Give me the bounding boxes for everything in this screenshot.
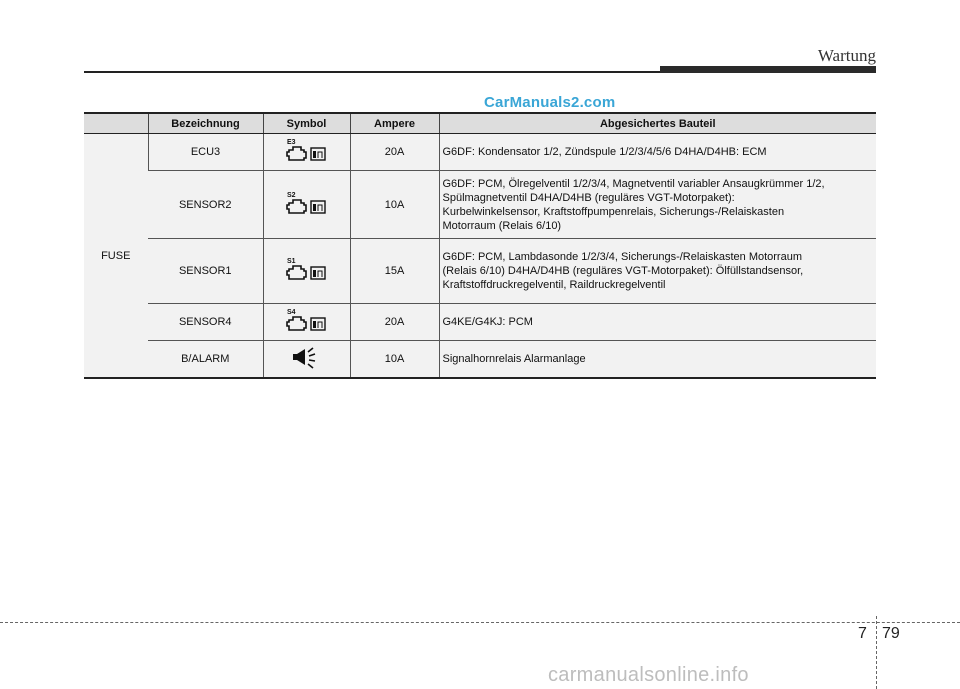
fuse-ampere: 20A bbox=[350, 134, 439, 171]
header-rule bbox=[84, 71, 660, 73]
fuse-circuits bbox=[439, 304, 876, 341]
chapter-number: 7 bbox=[858, 625, 867, 642]
circuit-line: Signalhornrelais Alarmanlage bbox=[442, 353, 586, 365]
footer-rule bbox=[0, 622, 960, 623]
circuit-line: Motorraum (Relais 6/10) bbox=[442, 219, 562, 232]
section-title: Wartung bbox=[817, 46, 876, 65]
table-header-row bbox=[84, 113, 876, 134]
symbol-label: E3 bbox=[286, 139, 296, 146]
circuit-line: Spülmagnetventil D4HA/D4HB (reguläres VGT-Motorpaket): bbox=[442, 191, 735, 204]
engine-fuse-icon bbox=[277, 189, 337, 217]
fuse-ampere: 10A bbox=[350, 341, 439, 379]
header-cell-ampere: Ampere bbox=[350, 113, 439, 134]
fuse-symbol-cell bbox=[263, 171, 350, 239]
fuse-name: SENSOR1 bbox=[148, 239, 263, 304]
circuit-line: G6DF: PCM, Lambdasonde 1/2/3/4, Sicherungs-/Relaiskasten Motorraum bbox=[442, 251, 802, 263]
circuit-line: G4KE/G4KJ: PCM bbox=[442, 316, 533, 328]
header-cell-component: Abgesichertes Bauteil bbox=[439, 113, 876, 134]
page-number: 79 bbox=[882, 625, 900, 642]
header-rule-accent bbox=[660, 66, 876, 73]
circuit-line: Kurbelwinkelsensor, Kraftstoffpumpenrelais, Sicherungs-/Relaiskasten bbox=[442, 205, 785, 218]
table-row bbox=[84, 134, 876, 171]
fuse-ampere: 15A bbox=[350, 239, 439, 304]
fuse-circuits bbox=[439, 341, 876, 379]
symbol-label: S2 bbox=[286, 191, 296, 199]
table-row bbox=[84, 341, 876, 379]
engine-fuse-icon bbox=[277, 136, 337, 164]
circuit-line: G6DF: Kondensator 1/2, Zündspule 1/2/3/4/5/6 D4HA/D4HB: ECM bbox=[442, 146, 767, 158]
horn-alarm-icon bbox=[277, 343, 337, 371]
symbol-label: S1 bbox=[286, 258, 296, 265]
circuit-line: (Relais 6/10) D4HA/D4HB (reguläres VGT-Motorpaket): Ölfüllstandsensor, bbox=[442, 265, 804, 277]
symbol-label: S4 bbox=[286, 309, 296, 316]
table-row bbox=[84, 239, 876, 304]
fuse-ampere: 10A bbox=[350, 171, 439, 239]
header-cell-blank bbox=[84, 113, 148, 134]
group-label: FUSE bbox=[84, 134, 148, 379]
fuse-symbol-cell bbox=[263, 304, 350, 341]
fuse-name: ECU3 bbox=[148, 134, 263, 171]
table-row bbox=[84, 171, 876, 239]
fuse-name: B/ALARM bbox=[148, 341, 263, 379]
watermark-bottom: carmanualsonline.info bbox=[548, 664, 749, 686]
fuse-symbol-cell bbox=[263, 134, 350, 171]
circuit-line: Kraftstoffdruckregelventil, Raildruckregelventil bbox=[442, 279, 666, 291]
footer-divider bbox=[876, 616, 877, 689]
fuse-ampere: 20A bbox=[350, 304, 439, 341]
engine-fuse-icon bbox=[277, 255, 337, 283]
table-row bbox=[84, 304, 876, 341]
watermark-top: CarManuals2.com bbox=[484, 94, 616, 111]
fuse-name: SENSOR2 bbox=[148, 171, 263, 239]
engine-fuse-icon bbox=[277, 306, 337, 334]
fuse-symbol-cell bbox=[263, 239, 350, 304]
fuse-circuits bbox=[439, 239, 876, 304]
circuit-line: G6DF: PCM, Ölregelventil 1/2/3/4, Magnetventil variabler Ansaugkrümmer 1/2, bbox=[442, 177, 825, 190]
fuse-symbol-cell bbox=[263, 341, 350, 379]
fuse-circuits bbox=[439, 134, 876, 171]
fuse-table bbox=[84, 112, 876, 379]
fuse-name: SENSOR4 bbox=[148, 304, 263, 341]
header-cell-name: Bezeichnung bbox=[148, 113, 263, 134]
fuse-circuits bbox=[439, 171, 876, 239]
header-cell-symbol: Symbol bbox=[263, 113, 350, 134]
